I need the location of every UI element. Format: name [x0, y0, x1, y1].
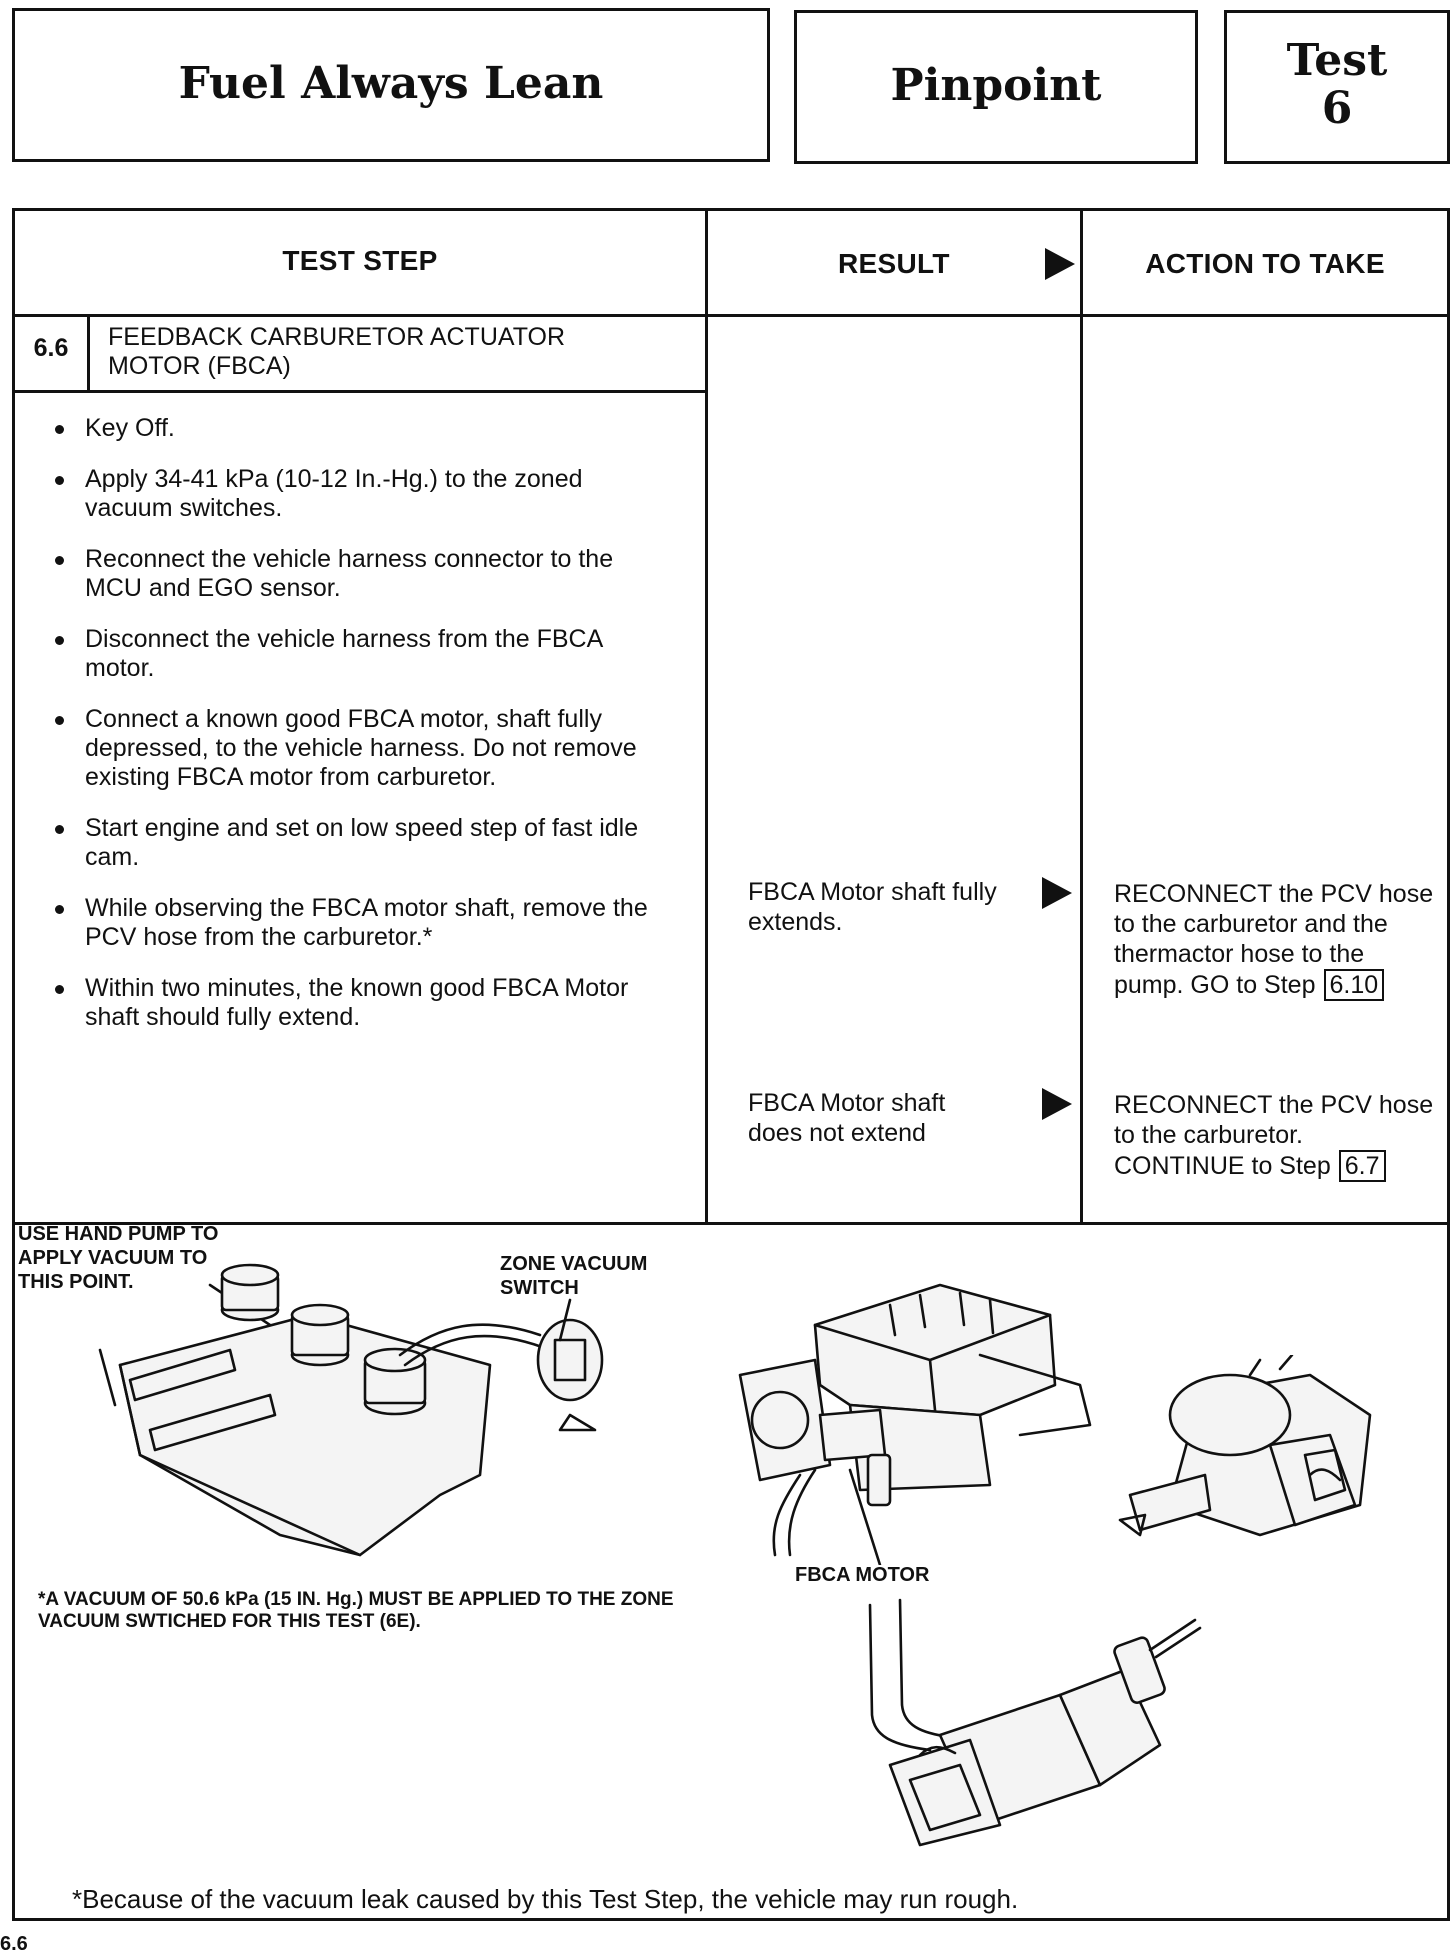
bullet-icon [55, 905, 64, 914]
bullet-icon [55, 636, 64, 645]
footnote: *Because of the vacuum leak caused by this Test Step, the vehicle may run rough. [72, 1884, 1019, 1914]
bullet-icon [55, 985, 64, 994]
list-item: Key Off. [55, 414, 665, 443]
bullet-icon [55, 716, 64, 725]
list-item: Reconnect the vehicle harness connector to the MCU and EGO sensor. [55, 545, 665, 603]
bullet-icon [55, 825, 64, 834]
table-header-divider [12, 314, 1450, 317]
bullet-icon [55, 425, 64, 434]
action-1: RECONNECT the PCV hose to the carburetor and the thermactor hose to the pump. GO to Step 6.10 [1114, 880, 1434, 999]
label-zone-vacuum-switch: ZONE VACUUM SWITCH [500, 1253, 648, 1299]
col-header-result: RESULT [838, 248, 950, 279]
section-label: Pinpoint [890, 60, 1102, 111]
step-number-divider [87, 317, 90, 391]
label-hand-pump: USE HAND PUMP TO APPLY VACUUM TO THIS POINT. [18, 1223, 219, 1293]
list-item: While observing the FBCA motor shaft, remove the PCV hose from the carburetor.* [55, 894, 665, 952]
list-item: Disconnect the vehicle harness from the FBCA motor. [55, 625, 665, 683]
result-2-arrow-icon [1042, 1088, 1072, 1120]
col-divider-2 [1080, 208, 1083, 1223]
list-item: Apply 34-41 kPa (10-12 In.-Hg.) to the zoned vacuum switches. [55, 465, 665, 523]
fbca-motor-illustration [860, 1595, 1220, 1855]
result-1: FBCA Motor shaft fully extends. [748, 878, 997, 936]
step-title-bottom [12, 390, 708, 393]
header-test-box [1224, 10, 1450, 164]
test-number: 6 [1321, 83, 1353, 134]
test-label: Test [1286, 35, 1388, 86]
step-ref-6-7: 6.7 [1339, 1150, 1386, 1182]
page-number: 6.6 [0, 1933, 28, 1954]
step-number: 6.6 [33, 334, 69, 362]
header-title-box [12, 8, 770, 162]
label-fbca-motor: FBCA MOTOR [795, 1564, 930, 1586]
result-2: FBCA Motor shaft does not extend [748, 1089, 946, 1147]
list-item: Start engine and set on low speed step of fast idle cam. [55, 814, 665, 872]
action-2: RECONNECT the PCV hose to the carburetor. CONTINUE to Step 6.7 [1114, 1091, 1434, 1180]
bullet-icon [55, 476, 64, 485]
list-item: Within two minutes, the known good FBCA Motor shaft should fully extend. [55, 974, 665, 1032]
header-section-box [794, 10, 1198, 164]
result-arrow-icon [1045, 248, 1075, 280]
page-title: Fuel Always Lean [178, 58, 604, 109]
col-header-action: ACTION TO TAKE [1145, 248, 1385, 279]
step-ref-6-10: 6.10 [1324, 969, 1385, 1001]
col-header-test-step: TEST STEP [282, 245, 438, 276]
bullet-icon [55, 556, 64, 565]
test-step-list [55, 414, 665, 1054]
list-item: Connect a known good FBCA motor, shaft fully depressed, to the vehicle harness. Do not remove existing FBCA motor from carburetor. [55, 705, 665, 792]
carburetor-illustration [720, 1265, 1110, 1565]
result-1-arrow-icon [1042, 877, 1072, 909]
col-divider-1 [705, 208, 708, 1223]
zone-vacuum-switch-illustration [60, 1255, 660, 1575]
vacuum-note: *A VACUUM OF 50.6 kPa (15 IN. Hg.) MUST BE APPLIED TO THE ZONE VACUUM SWTICHED FOR THIS TEST (6E). [38, 1589, 674, 1632]
step-title: FEEDBACK CARBURETOR ACTUATOR MOTOR (FBCA) [108, 323, 566, 380]
fbca-connector-illustration [1110, 1355, 1450, 1555]
